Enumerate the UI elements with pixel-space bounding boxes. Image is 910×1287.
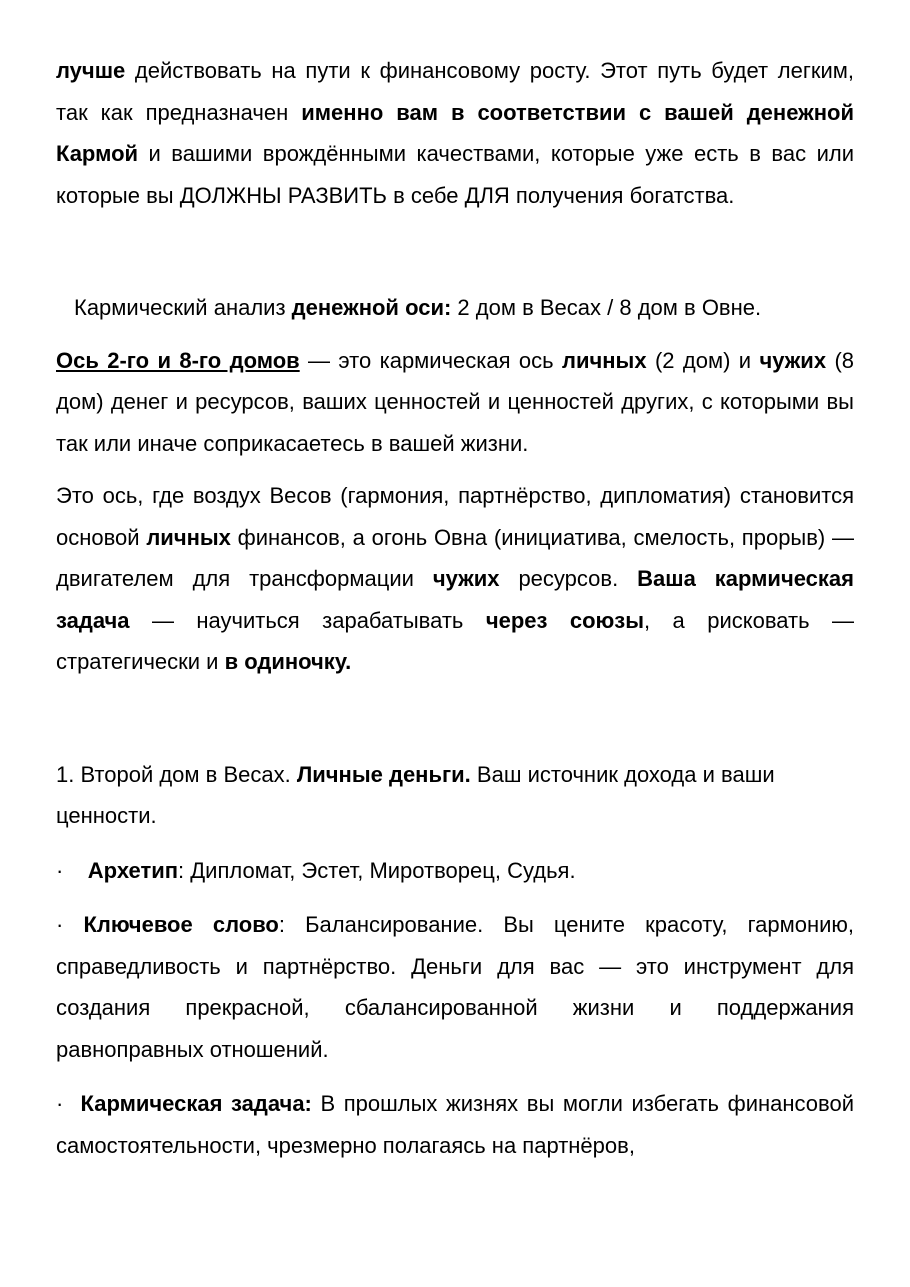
- bullet-keyword: [56, 904, 854, 1070]
- bold-text: Архетип: [87, 857, 179, 883]
- paragraph-axis-title: [56, 287, 854, 329]
- text: — это кармическая ось: [299, 347, 562, 373]
- bold-text: в одиночку.: [224, 649, 352, 674]
- text: : Дипломат, Эстет, Миротворец, Судья.: [178, 857, 576, 883]
- text: Кармический анализ: [74, 295, 292, 320]
- text: В прошлых жизнях вы могли избегать финансовой самостоятельности, чрезмерно полагаясь на партнёров,: [56, 1091, 854, 1158]
- text: — научиться зарабатывать: [129, 607, 486, 633]
- bold-text: денежной оси:: [291, 295, 452, 320]
- text: , а рисковать — стратегически и: [56, 607, 854, 674]
- text: ресурсов.: [499, 566, 638, 591]
- underlined-heading: Ось 2-го и 8-го домов: [56, 347, 300, 373]
- text: 1. Второй дом в Весах.: [56, 761, 297, 787]
- text: действовать на пути к финансовому росту. Этот путь будет легким, так как предназначен: [56, 58, 854, 125]
- bold-text: чужих: [432, 566, 500, 591]
- bold-text: лучше: [56, 58, 126, 83]
- bold-text: через союзы: [485, 607, 645, 633]
- bullet-archetype: [56, 850, 854, 892]
- text: и вашими врождёнными качествами, которые уже есть в вас или которые вы ДОЛЖНЫ РАЗВИТЬ в себе ДЛЯ получения богатства.: [56, 141, 854, 208]
- bold-text: Ваша кармическая задача: [56, 566, 854, 633]
- bold-text: личных: [146, 524, 231, 550]
- bullet-marker: ·: [56, 912, 64, 937]
- text: финансов, а огонь Овна (инициатива, смелость, прорыв) — двигателем для трансформации: [56, 524, 854, 591]
- text: 2 дом в Весах / 8 дом в Овне.: [451, 295, 762, 320]
- bullet-karmic-task: [56, 1083, 854, 1166]
- paragraph-axis-definition: [56, 340, 854, 465]
- bullet-marker: ·: [56, 1091, 64, 1116]
- text: (8 дом) денег и ресурсов, ваших ценностей и ценностей других, с которыми вы так или иначе соприкасаетесь в вашей жизни.: [56, 347, 855, 456]
- text: Это ось, где воздух Весов (гармония, партнёрство, дипломатия) становится основой: [56, 483, 854, 550]
- paragraph-intro: [56, 0, 854, 216]
- bold-text: личных: [561, 347, 647, 373]
- text: : Балансирование. Вы цените красоту, гармонию, справедливость и партнёрство. Деньги для вас — это инструмент для создания прекрасной, сбалансированной жизни и поддержания равноправных отношений.: [56, 912, 854, 1062]
- bold-text: именно вам в соответствии с вашей денежной Кармой: [56, 99, 854, 166]
- bullet-marker: ·: [56, 857, 64, 883]
- text: Ваш источник дохода и ваши ценности.: [56, 761, 775, 828]
- bold-text: чужих: [759, 347, 827, 373]
- text: (2 дом) и: [646, 347, 760, 373]
- paragraph-axis-description: [56, 475, 854, 683]
- bold-text: Кармическая задача:: [80, 1091, 312, 1116]
- paragraph-second-house: [56, 754, 854, 837]
- bold-text: Ключевое слово: [83, 912, 279, 937]
- bold-text: Личные деньги.: [296, 761, 471, 787]
